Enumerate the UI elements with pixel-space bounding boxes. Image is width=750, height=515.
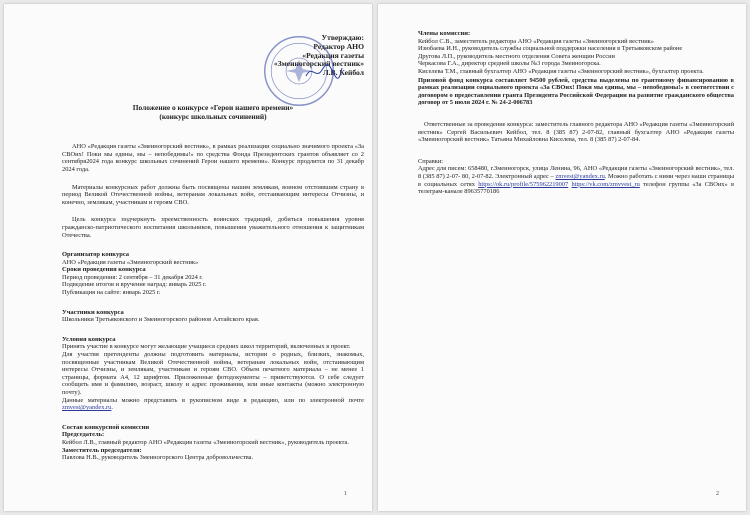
- participants-text: Школьники Третьяковского и Змеиногорского районов Алтайского края.: [62, 316, 260, 324]
- contacts-text: [418, 165, 734, 195]
- conditions-text: Данные материалы можно представить в рукописном виде в редакцию, или по электронной почте zmvest@yandex.ru.: [62, 396, 364, 412]
- conditions-text: Для участия претенденты должны подготовить материалы, истории о родных, близких, знакомых, посвященные участникам Великой Отечественной войны, ветеранам локальных войн, отстаивающим интересы Отчизны, и землякам, участникам и героям СВО. Объем печатного материала – не менее 1 страницы, формата А4, 12 шрифтом. Приложенные фотодокументы – приветствуются. О себе следует сообщить имя и фамилию, возраст, школу и адрес проживания, или иные контакты (можно электронную почту).: [62, 351, 364, 397]
- page-number: 1: [344, 491, 347, 497]
- contacts-heading: Справки:: [418, 157, 444, 165]
- email-link[interactable]: zmvest@yandex.ru: [62, 404, 112, 412]
- vk-link[interactable]: https://vk.com/zmvvest_ru: [571, 180, 640, 188]
- approval-line: Редактор АНО: [313, 41, 364, 51]
- commission-section: [62, 424, 364, 462]
- conditions-text-part: Данные материалы можно представить в рукописном виде в редакцию, или по электронной почте: [62, 396, 364, 404]
- title-subline: (конкурс школьных сочинений): [159, 111, 267, 121]
- email-link[interactable]: zmvest@yandex.ru: [555, 172, 605, 180]
- approval-line: Утверждаю:: [321, 33, 364, 42]
- page-1-content: [62, 34, 364, 462]
- member-item: Киселева Т.М., главный бухгалтер АНО «Редакция газеты «Змеиногорский вестник», бухгалтер проекта.: [418, 67, 704, 75]
- approval-block: [62, 34, 364, 78]
- section-heading: Состав конкурсной комиссии: [62, 423, 150, 431]
- participants-section: [62, 309, 364, 324]
- contacts-section: [418, 158, 734, 196]
- section-heading: Сроки проведения конкурса: [62, 266, 146, 274]
- approval-line: «Змеиногорский вестник»: [273, 59, 364, 69]
- page-2-content: [418, 30, 734, 196]
- contacts-social-text: . Можно работать с ними через наши страницы в социальных сетях: [418, 172, 734, 188]
- chair-heading: Председатель:: [62, 431, 105, 439]
- page-number: 2: [716, 491, 719, 497]
- section-heading: Организатор конкурса: [62, 251, 130, 259]
- section-heading: Условия конкурса: [62, 335, 116, 343]
- timing-line: Публикация на сайте: январь 2025 г.: [62, 289, 161, 297]
- timing-line: Подведение итогов и вручение наград: январь 2025 г.: [62, 281, 207, 289]
- telegram-text: телефон группы «За СВОих» в телеграм-канале 89635770186: [418, 180, 734, 196]
- timing-line: Период проведения: 2 сентября – 31 декабря 2024 г.: [62, 273, 203, 281]
- title-line: Положение о конкурсе «Герои нашего времени»: [132, 102, 294, 112]
- conditions-text: Принять участие в конкурсе могут желающие учащиеся средних школ территорий, включенных в проект.: [62, 343, 351, 351]
- member-item: Кейбол С.В., заместитель редактора АНО «Редакция газеты «Змеиногорский вестник»: [418, 37, 654, 45]
- approval-line: «Редакция газеты: [302, 50, 364, 60]
- section-heading: Участники конкурса: [62, 308, 124, 316]
- document-page-2: [378, 4, 746, 511]
- chair-text: Кейбол Л.В., главный редактор АНО «Редакция газеты «Змеиногорский вестник», руководитель проекта.: [62, 438, 349, 446]
- member-item: Другова Л.П., руководитель местного отделения Совета женщин России: [418, 52, 615, 60]
- organizer-section: [62, 251, 364, 297]
- member-item: Изюбаева И.Н., руководитель службы социальной поддержки населения в Третьяковском районе: [418, 45, 683, 53]
- deputy-text: Павлова Н.В., руководитель Змеиногорского Центра добровольчества.: [62, 454, 254, 462]
- intro-paragraph: АНО «Редакция газеты «Змеиногорский вестник», в рамках реализации социально значимого проекта «За СВОих! Поки мы едины, мы – непобедимы!» по средства Фонда Президентских грантов объявляет со 2 сентября2024 года конкурс школьных сочинений Герои нашего времени». Конкурс продлится по 31 декабр 2024 года.: [62, 143, 364, 173]
- organizer-text: АНО «Редакция газеты «Змеиногорский вестник»: [62, 258, 199, 266]
- goal-paragraph: Цель конкурса подчеркнуть преемственность воинских традиций, добиться повышения уровня гражданско-патриотического воспитания школьников, повышения уважительного отношения к защитникам Отечества.: [62, 216, 364, 239]
- member-item: Черкасова Г.А., директор средней школы №3 города Змеиногорска.: [418, 60, 601, 68]
- ok-link[interactable]: https://ok.ru/profile/575962219007: [478, 180, 569, 188]
- responsible-paragraph: Ответственные за проведение конкурса: заместитель главного редактора АНО «Редакция газеты «Змеиногорский вестник» Сергей Васильевич Кейбол, тел. 8 (385 87) 2-07-82, главный бухгалтер АНО «Редакция газеты «Змеиногорский вестник» Татьяна Михайловна Киселева, тел. 8 (385 87) 2-07-84.: [418, 120, 734, 144]
- document-title: [62, 104, 364, 121]
- prize-fund-paragraph: Призовой фонд конкурса составляет 94500 рублей, средства выделены по грантовому финансированию в рамках реализации социального проекта «За СВОих! Поки мы едины, мы – непобедимы!» в соответствии с договором о предоставлении гранта Президента Российской Федерации на развитие гражданского общества договор от 5 июля 2024 г. № 24-2-006783: [418, 76, 734, 107]
- deputy-heading: Заместитель председателя:: [62, 446, 142, 454]
- members-list: [418, 38, 734, 76]
- members-heading: Члены комиссии:: [418, 30, 471, 37]
- approval-line: Л.В. Кейбол: [322, 68, 364, 78]
- contacts-address: Адрес для писем: 658480, г.Змеиногорск, улица Ленина, 96, АНО «Редакция газеты «Змеиногорский вестник», тел. 8 (385 87) 2-07- 80, 2-07-82. Электронный адрес –: [418, 165, 734, 180]
- conditions-section: [62, 336, 364, 412]
- topic-paragraph: Материалы конкурсных работ должны быть посвящены нашим землякам, воином отстоявшим страну в период Великой Отечественной войны, ветеранам локальных войн, отстаивающим интересы Отчизны, и конечно, землякам, участникам и героям СВО.: [62, 183, 364, 206]
- document-page-1: [4, 4, 372, 511]
